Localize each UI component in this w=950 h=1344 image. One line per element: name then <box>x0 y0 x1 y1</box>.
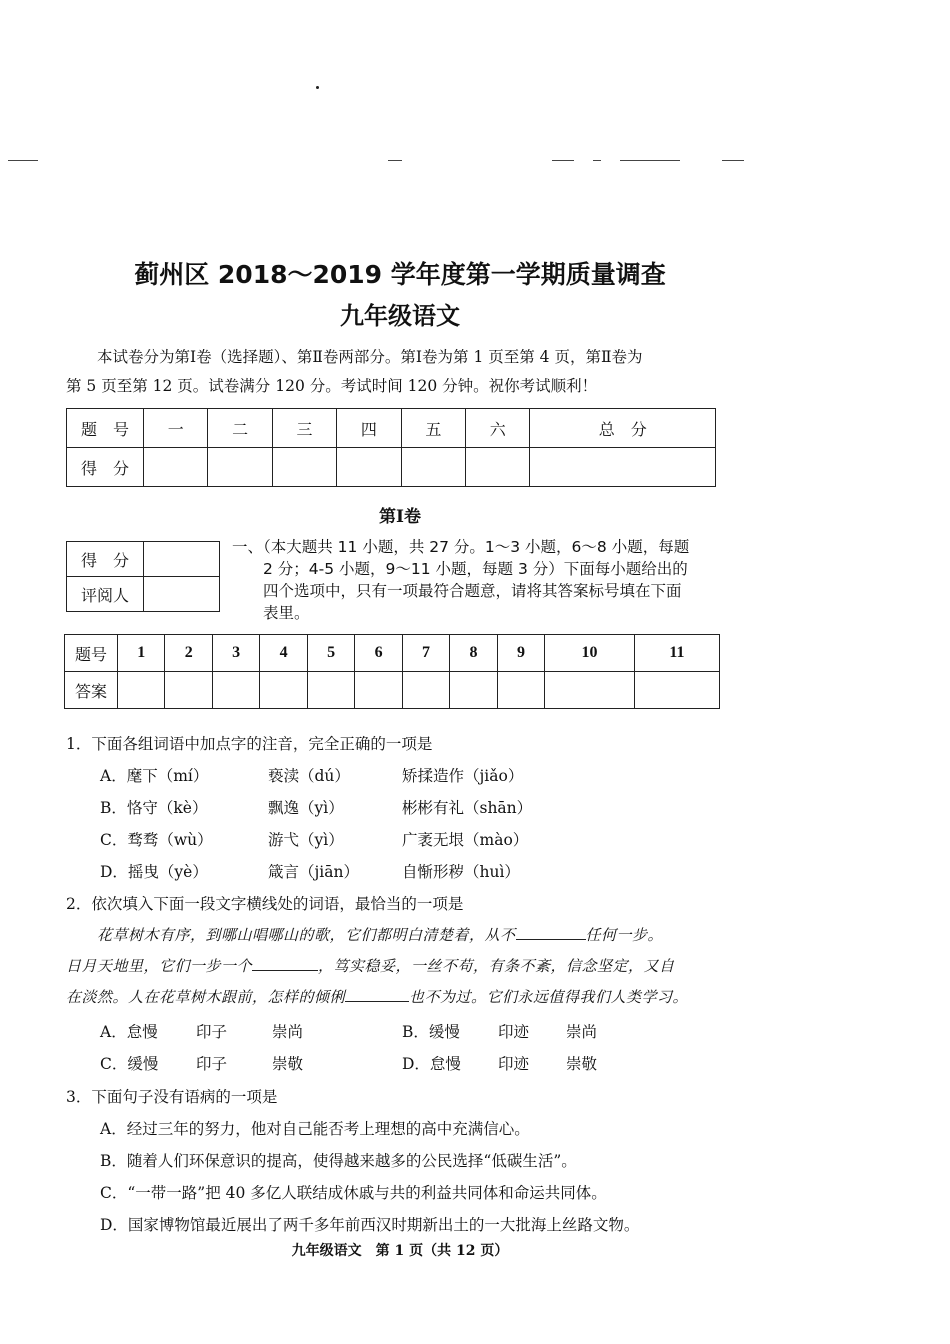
q2-option-word: 崇尚 <box>272 1023 304 1041</box>
fill-blank-3[interactable] <box>345 985 409 1002</box>
answer-header-label: 题号 <box>65 635 118 672</box>
scan-speck <box>316 86 319 89</box>
q2-option-d[interactable]: D．怠慢 <box>402 1055 461 1073</box>
answer-cell[interactable] <box>118 672 165 709</box>
fill-blank-1[interactable] <box>516 923 586 940</box>
question-1-stem: 1．下面各组词语中加点字的注音，完全正确的一项是 <box>66 735 433 753</box>
q1-option-d-word3: 自惭形秽（huì） <box>402 863 520 881</box>
score-header-cell: 二 <box>208 409 272 448</box>
q1-option-c-word2: 游弋（yì） <box>268 831 344 849</box>
scan-line <box>722 160 744 161</box>
score-header-cell: 题 号 <box>67 409 144 448</box>
page-title: 蓟州区 2018～2019 学年度第一学期质量调查 <box>134 260 666 289</box>
q3-option-a[interactable]: A．经过三年的努力，他对自己能否考上理想的高中充满信心。 <box>100 1120 530 1138</box>
question-2-stem: 2．依次填入下面一段文字横线处的词语，最恰当的一项是 <box>66 895 464 913</box>
question-number-cell: 6 <box>355 635 402 672</box>
q1-option-b-word2: 飘逸（yì） <box>268 799 344 817</box>
answer-cell[interactable] <box>402 672 449 709</box>
part-one-instructions <box>232 536 722 624</box>
instruction-line: 2 分；4-5 小题，9～11 小题，每题 3 分）下面每小题给出的 <box>232 560 688 578</box>
answer-cell[interactable] <box>212 672 259 709</box>
intro-line: 第 5 页至第 12 页。试卷满分 120 分。考试时间 120 分钟。祝你考试顺利！ <box>66 377 598 395</box>
answer-cell[interactable] <box>260 672 307 709</box>
q1-option-b[interactable]: B．恪守（kè） <box>100 799 208 817</box>
passage-text: 日月天地里，它们一步一个 <box>66 957 253 975</box>
page-subtitle: 九年级语文 <box>340 302 460 330</box>
question-number-cell: 3 <box>212 635 259 672</box>
q1-option-b-word3: 彬彬有礼（shān） <box>402 799 533 817</box>
q3-option-d[interactable]: D．国家博物馆最近展出了两千多年前西汉时期新出土的一大批海上丝路文物。 <box>100 1216 640 1234</box>
question-3-stem: 3．下面句子没有语病的一项是 <box>66 1088 278 1106</box>
passage-line <box>66 982 726 1013</box>
answer-row <box>65 672 720 709</box>
grader-reviewer-cell[interactable] <box>144 577 220 612</box>
scan-line <box>388 160 402 161</box>
q2-option-word: 崇敬 <box>566 1055 598 1073</box>
answer-cell[interactable] <box>307 672 354 709</box>
instruction-line: 表里。 <box>232 604 310 622</box>
score-header-row <box>67 409 716 448</box>
passage-text: 在淡然。人在花草树木跟前，怎样的倾俐 <box>66 988 346 1006</box>
answer-row-label: 答案 <box>65 672 118 709</box>
q2-option-word: 崇敬 <box>272 1055 304 1073</box>
question-number-cell: 2 <box>165 635 212 672</box>
answer-cell[interactable] <box>545 672 635 709</box>
score-header-cell: 四 <box>337 409 401 448</box>
q1-option-d[interactable]: D．摇曳（yè） <box>100 863 208 881</box>
passage-text: 任何一步。 <box>585 926 664 944</box>
scan-line <box>593 160 601 161</box>
q1-option-c[interactable]: C．骛骛（wù） <box>100 831 213 849</box>
scan-line <box>8 160 38 161</box>
answer-cell[interactable] <box>165 672 212 709</box>
q2-passage <box>66 920 726 1013</box>
grader-row <box>67 577 220 612</box>
question-number-cell: 7 <box>402 635 449 672</box>
q1-option-c-word3: 广袤无垠（mào） <box>402 831 529 849</box>
score-header-cell: 总 分 <box>530 409 716 448</box>
score-header-cell: 六 <box>466 409 530 448</box>
q2-option-word: 印子 <box>196 1023 228 1041</box>
passage-text: 花草树木有序，到哪山唱哪山的歌，它们都明白清楚着，从不 <box>97 926 516 944</box>
passage-text: ，笃实稳妥，一丝不苟，有条不紊，信念坚定，又自 <box>318 957 675 975</box>
q2-option-c[interactable]: C．缓慢 <box>100 1055 159 1073</box>
page-footer: 九年级语文 第 1 页（共 12 页） <box>291 1243 509 1259</box>
score-input-cell[interactable] <box>144 448 208 487</box>
answer-cell[interactable] <box>634 672 719 709</box>
score-header-cell: 三 <box>272 409 336 448</box>
grader-score-label: 得 分 <box>67 542 144 577</box>
grader-row <box>67 542 220 577</box>
grader-score-cell[interactable] <box>144 542 220 577</box>
q3-option-c[interactable]: C．“一带一路”把 40 多亿人联结成休戚与共的利益共同体和命运共同体。 <box>100 1184 607 1202</box>
q1-option-a-word3: 矫揉造作（jiǎo） <box>402 767 524 785</box>
score-header-cell: 一 <box>144 409 208 448</box>
intro-line: 本试卷分为第Ⅰ卷（选择题）、第Ⅱ卷两部分。第Ⅰ卷为第 1 页至第 4 页，第Ⅱ卷为 <box>66 348 643 366</box>
score-row-label: 得 分 <box>67 448 144 487</box>
instruction-line: 四个选项中，只有一项最符合题意，请将其答案标号填在下面 <box>232 582 682 600</box>
score-input-cell[interactable] <box>337 448 401 487</box>
score-input-cell[interactable] <box>208 448 272 487</box>
score-input-cell[interactable] <box>401 448 465 487</box>
answer-cell[interactable] <box>497 672 544 709</box>
score-input-cell[interactable] <box>272 448 336 487</box>
question-number-cell: 10 <box>545 635 635 672</box>
q1-option-a-word2: 亵渎（dú） <box>268 767 350 785</box>
score-table <box>66 408 716 487</box>
scan-line <box>552 160 574 161</box>
question-number-cell: 1 <box>118 635 165 672</box>
q2-option-word: 崇尚 <box>566 1023 598 1041</box>
option-word: A．麾下（mí） <box>100 767 209 785</box>
q1-option-a[interactable] <box>100 764 208 786</box>
score-value-row <box>67 448 716 487</box>
answer-cell[interactable] <box>355 672 402 709</box>
q2-option-b[interactable]: B．缓慢 <box>402 1023 460 1041</box>
passage-text: 也不为过。它们永远值得我们人类学习。 <box>409 988 689 1006</box>
answer-cell[interactable] <box>450 672 497 709</box>
q3-option-b[interactable]: B．随着人们环保意识的提高，使得越来越多的公民选择“低碳生活”。 <box>100 1152 577 1170</box>
grader-reviewer-label: 评阅人 <box>67 577 144 612</box>
q1-option-d-word2: 箴言（jiān） <box>268 863 359 881</box>
question-number-cell: 4 <box>260 635 307 672</box>
question-number-cell: 8 <box>450 635 497 672</box>
answer-table <box>64 634 720 709</box>
question-number-cell: 5 <box>307 635 354 672</box>
q2-option-word: 印迹 <box>498 1023 530 1041</box>
score-header-cell: 五 <box>401 409 465 448</box>
question-number-cell: 11 <box>634 635 719 672</box>
score-input-cell[interactable] <box>466 448 530 487</box>
q2-option-word: 印子 <box>196 1055 228 1073</box>
intro-text <box>66 343 728 401</box>
scan-line <box>620 160 680 161</box>
question-number-cell: 9 <box>497 635 544 672</box>
score-input-cell[interactable] <box>530 448 716 487</box>
fill-blank-2[interactable] <box>252 954 318 971</box>
passage-line <box>66 951 726 982</box>
grader-box <box>66 541 220 612</box>
section-title: 第Ⅰ卷 <box>379 507 421 527</box>
instruction-line: 一、（本大题共 11 小题，共 27 分。1～3 小题，6～8 小题，每题 <box>232 538 690 556</box>
q2-option-a[interactable]: A．怠慢 <box>100 1023 158 1041</box>
answer-header-row <box>65 635 720 672</box>
q2-option-word: 印迹 <box>498 1055 530 1073</box>
passage-line <box>66 920 726 951</box>
